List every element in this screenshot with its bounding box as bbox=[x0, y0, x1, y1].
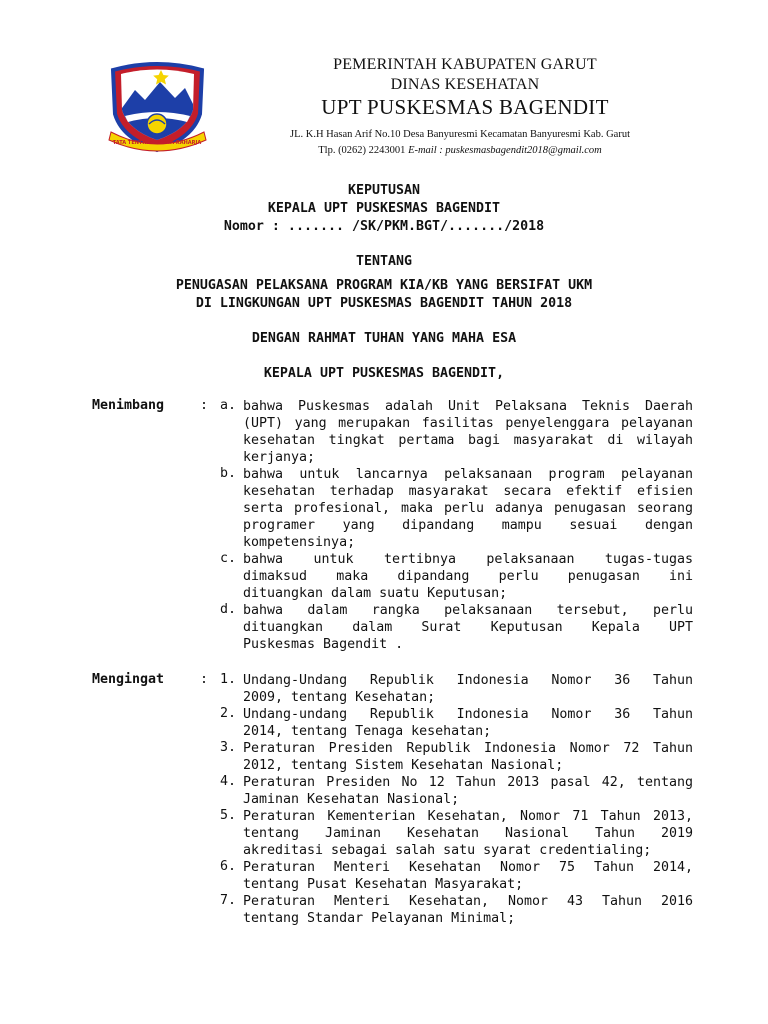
letterhead-contact bbox=[255, 145, 665, 156]
mengingat-colon: : bbox=[200, 672, 209, 687]
mengingat-item bbox=[243, 706, 693, 740]
doc-tentang: TENTANG bbox=[355, 254, 413, 269]
menimbang-item-line: programer yang dipandang mampu sesuai dengan bbox=[243, 518, 693, 533]
mengingat-item-marker: 3. bbox=[220, 740, 237, 755]
letterhead-line2: DINAS KESEHATAN bbox=[390, 76, 540, 93]
mengingat-item bbox=[243, 740, 693, 774]
menimbang-item-line: serta profesional, maka perlu adanya penugasan seorang bbox=[243, 501, 693, 516]
menimbang-item bbox=[243, 602, 693, 653]
mengingat-item-line: Peraturan Kementerian Kesehatan, Nomor 71 Tahun 2013, bbox=[243, 809, 693, 824]
menimbang-item-line: kesehatan terhadap masyarakat secara efektif efisien bbox=[243, 484, 693, 499]
mengingat-item-marker: 2. bbox=[220, 706, 237, 721]
doc-keputusan: KEPUTUSAN bbox=[347, 183, 421, 198]
menimbang-item-line: Puskesmas Bagendit . bbox=[243, 637, 404, 652]
menimbang-item-marker: c. bbox=[220, 551, 237, 566]
menimbang-label: Menimbang bbox=[92, 398, 165, 413]
mengingat-item bbox=[243, 672, 693, 706]
mengingat-item-line: 2009, tentang Kesehatan; bbox=[243, 690, 436, 705]
mengingat-item-marker: 1. bbox=[220, 672, 237, 687]
mengingat-item-line: tentang Standar Pelayanan Minimal; bbox=[243, 911, 516, 926]
menimbang-item bbox=[243, 466, 693, 551]
mengingat-item-line: Undang-undang Republik Indonesia Nomor 36 Tahun bbox=[243, 707, 693, 722]
menimbang-item-line: bahwa untuk tertibnya pelaksanaan tugas-tugas bbox=[243, 552, 693, 567]
letterhead-address: JL. K.H Hasan Arif No.10 Desa Banyuresmi Kecamatan Banyuresmi Kab. Garut bbox=[290, 129, 630, 140]
letterhead-phone: Tlp. (0262) 2243001 bbox=[318, 145, 406, 156]
doc-kepala: KEPALA UPT PUSKESMAS BAGENDIT bbox=[267, 201, 501, 216]
doc-subject-line1: PENUGASAN PELAKSANA PROGRAM KIA/KB YANG BERSIFAT UKM bbox=[175, 278, 593, 293]
menimbang-colon: : bbox=[200, 398, 209, 413]
menimbang-item-line: dituangkan dalam Surat Keputusan Kepala UPT bbox=[243, 620, 693, 635]
mengingat-item-marker: 6. bbox=[220, 859, 237, 874]
letterhead-line3: UPT PUSKESMAS BAGENDIT bbox=[321, 95, 609, 119]
mengingat-item bbox=[243, 893, 693, 927]
menimbang-item-line: dituangkan dalam suatu Keputusan; bbox=[243, 586, 508, 601]
doc-subject-line2: DI LINGKUNGAN UPT PUSKESMAS BAGENDIT TAHUN 2018 bbox=[195, 296, 573, 311]
logo-motto: TATA TENTREM KERTA RAHARJA bbox=[112, 140, 202, 146]
menimbang-item-marker: b. bbox=[220, 466, 237, 481]
doc-kepala-signatory: KEPALA UPT PUSKESMAS BAGENDIT, bbox=[263, 366, 505, 381]
menimbang-item-line: bahwa dalam rangka pelaksanaan tersebut, perlu bbox=[243, 603, 693, 618]
menimbang-item-line: dimaksud maka dipandang perlu penugasan ini bbox=[243, 569, 693, 584]
mengingat-item-line: akreditasi sebagai salah satu syarat credentialing; bbox=[243, 843, 652, 858]
menimbang-item bbox=[243, 551, 693, 602]
menimbang-item-line: bahwa Puskesmas adalah Unit Pelaksana Teknis Daerah bbox=[243, 399, 693, 414]
mengingat-item bbox=[243, 808, 693, 859]
mengingat-item-line: 2014, tentang Tenaga kesehatan; bbox=[243, 724, 492, 739]
mengingat-item-line: Peraturan Presiden Republik Indonesia Nomor 72 Tahun bbox=[243, 741, 693, 756]
mengingat-label: Mengingat bbox=[92, 672, 165, 687]
mengingat-item bbox=[243, 774, 693, 808]
doc-rahmat: DENGAN RAHMAT TUHAN YANG MAHA ESA bbox=[251, 331, 517, 346]
mengingat-item-marker: 7. bbox=[220, 893, 237, 908]
mengingat-item-line: 2012, tentang Sistem Kesehatan Nasional; bbox=[243, 758, 564, 773]
menimbang-item bbox=[243, 398, 693, 466]
menimbang-item-line: kompetensinya; bbox=[243, 535, 356, 550]
mengingat-item-line: tentang Pusat Kesehatan Masyarakat; bbox=[243, 877, 524, 892]
menimbang-item-line: kerjanya; bbox=[243, 450, 316, 465]
mengingat-item-line: Peraturan Menteri Kesehatan Nomor 75 Tahun 2014, bbox=[243, 860, 693, 875]
menimbang-item-marker: a. bbox=[220, 398, 237, 413]
mengingat-item-line: Undang-Undang Republik Indonesia Nomor 36 Tahun bbox=[243, 673, 693, 688]
mengingat-item-marker: 4. bbox=[220, 774, 237, 789]
mengingat-item-line: Peraturan Menteri Kesehatan, Nomor 43 Tahun 2016 bbox=[243, 894, 693, 909]
mengingat-item-line: Jaminan Kesehatan Nasional; bbox=[243, 792, 460, 807]
letterhead-email: E-mail : puskesmasbagendit2018@gmail.com bbox=[408, 145, 602, 156]
mengingat-item-line: tentang Jaminan Kesehatan Nasional Tahun 2019 bbox=[243, 826, 693, 841]
menimbang-item-line: bahwa untuk lancarnya pelaksanaan program pelayanan bbox=[243, 467, 693, 482]
menimbang-item-line: (UPT) yang merupakan fasilitas penyelenggara pelayanan bbox=[243, 416, 693, 431]
menimbang-item-marker: d. bbox=[220, 602, 237, 617]
letterhead-line1: PEMERINTAH KABUPATEN GARUT bbox=[333, 56, 597, 73]
mengingat-item-line: Peraturan Presiden No 12 Tahun 2013 pasal 42, tentang bbox=[243, 775, 693, 790]
menimbang-item-line: kesehatan tingkat pertama bagi masyarakat di wilayah bbox=[243, 433, 693, 448]
mengingat-item bbox=[243, 859, 693, 893]
mengingat-item-marker: 5. bbox=[220, 808, 237, 823]
doc-nomor: Nomor : ....... /SK/PKM.BGT/......./2018 bbox=[223, 219, 545, 234]
